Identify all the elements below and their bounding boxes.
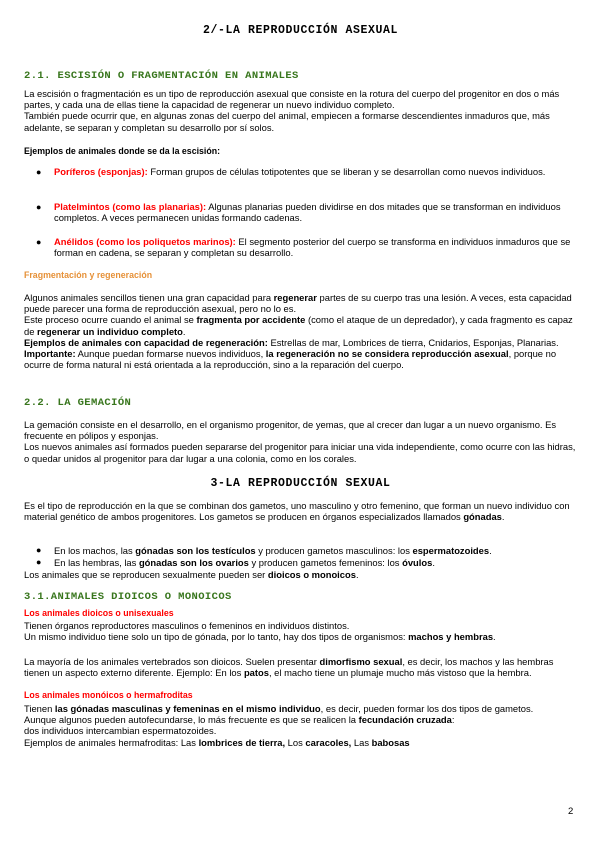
text: Ejemplos de animales hermafroditas: Las (24, 736, 199, 748)
paragraph (24, 419, 579, 464)
subsection-title-dioicos: Los animales dioicos o unisexuales (24, 608, 174, 618)
bold-text: caracoles, (305, 736, 352, 748)
paragraph (24, 620, 579, 642)
text: y producen gametos masculinos: los (255, 545, 413, 556)
text: Los animales que se reproducen sexualmente pueden ser (24, 569, 268, 580)
text: Algunos animales sencillos tienen una gran capacidad para (24, 292, 274, 303)
bold-text: dioicos o monoicos (267, 569, 356, 580)
bold-text: fecundación cruzada (358, 714, 452, 726)
paragraph (24, 656, 579, 678)
list-item-term: Poríferos (esponjas): (54, 166, 148, 177)
bold-text: la regeneración no se considera reproducción asexual (265, 348, 509, 360)
paragraph (24, 88, 579, 133)
paragraph (24, 703, 579, 748)
text: , es decir, pueden formar los dos tipos de gametos. (320, 703, 534, 714)
text: y producen gametos femeninos: los (248, 557, 403, 568)
text: , el macho tiene un plumaje mucho más vistoso que la hembra. (268, 667, 532, 679)
text: Los (285, 736, 306, 748)
text: : (451, 714, 455, 726)
page-title: 2/-LA REPRODUCCIÓN ASEXUAL (202, 24, 399, 37)
bold-text: óvulos (402, 557, 433, 568)
list-item (54, 557, 576, 568)
text: En los machos, las (54, 545, 136, 556)
bold-text: gónadas son los ovarios (138, 557, 249, 568)
bold-text: fragmenta por accidente (196, 314, 306, 326)
text: Es el tipo de reproducción en la que se combinan dos gametos, uno masculino y otro femenino, que forman un nuevo individuo con material genético de ambos progenitores. Los gametos se producen en órganos especializados llamados (24, 500, 570, 523)
text: , porque no ocurre de forma natural ni está orientada a la reproducción, sino a la reparación del cuerpo. (24, 348, 557, 371)
text: Este proceso ocurre cuando el animal se (24, 314, 197, 326)
paragraph-text: Los nuevos animales así formados pueden separarse del progenitor para iniciar una vida independiente, como ocurre con las hidras, o quedar unidos al progenitor para dar lugar a una colonia, como en los corales. (24, 441, 576, 464)
text: Las (351, 736, 372, 748)
list-item (54, 545, 576, 556)
bold-text: babosas (371, 736, 410, 748)
bold-text: patos (243, 667, 269, 679)
bold-text: lombrices de tierra, (198, 736, 286, 748)
section-heading-3-1: 3.1.ANIMALES DIOICOS O MONOICOS (24, 591, 232, 603)
text: Un mismo individuo tiene solo un tipo de gónada, por lo tanto, hay dos tipos de organismos: (24, 631, 409, 643)
section-title-3: 3-LA REPRODUCCIÓN SEXUAL (210, 477, 391, 490)
text: , es decir, los machos y las hembras tienen un aspecto externo diferente. Ejemplo: En los (24, 656, 554, 679)
section-heading-2-1: 2.1. ESCISIÓN O FRAGMENTACIÓN EN ANIMALES (24, 70, 299, 82)
examples-title: Ejemplos de animales donde se da la escisión: (24, 146, 221, 156)
bold-text: dimorfismo sexual (319, 656, 403, 667)
text: dos individuos intercambian espermatozoides. (24, 725, 217, 737)
bullet-icon: ● (36, 202, 42, 212)
bold-text: regenerar (273, 292, 317, 303)
paragraph-text: La escisión o fragmentación es un tipo de reproducción asexual que consiste en la rotura del cuerpo del progenitor en dos o más partes, y cada una de ellas tiene la capacidad de regenerar un nuevo individuo completo. (24, 88, 560, 111)
list-item-text: Forman grupos de células totipotentes que se liberan y se desarrollan como nuevos individuos. (147, 166, 546, 177)
text: Aunque algunos pueden autofecundarse, lo más frecuente es que se realicen la (24, 714, 359, 726)
section-heading-2-2: 2.2. LA GEMACIÓN (24, 397, 132, 409)
bold-text: las gónadas masculinas y femeninas en el mismo individuo (54, 703, 321, 714)
list-item-text: El segmento posterior del cuerpo se transforma en individuos inmaduros que se forman en cadena, se separan y completan su desarrollo. (54, 236, 571, 259)
bold-text: gónadas (463, 511, 502, 523)
text: Tienen órganos reproductores masculinos o femeninos en individuos distintos. (24, 620, 350, 631)
text: La mayoría de los animales vertebrados son dioicos. Suelen presentar (24, 656, 320, 667)
list-item-term: Anélidos (como los poliquetos marinos): (54, 236, 236, 247)
paragraph (24, 569, 579, 580)
list-item-term: Platelmintos (como las planarias): (54, 201, 207, 212)
list-item (54, 201, 576, 223)
text: . (501, 511, 505, 523)
bullet-icon: ● (36, 167, 42, 177)
bold-text: regenerar un individuo completo (37, 325, 183, 337)
list-item (54, 166, 576, 177)
bullet-icon: ● (36, 237, 42, 247)
list-item-text: Algunas planarias pueden dividirse en dos mitades que se transforman en individuos completos. A veces permanecen unidas formando cadenas. (54, 201, 561, 224)
paragraph (24, 500, 579, 522)
subsection-title-monoicos: Los animales monóicos o hermafroditas (24, 690, 193, 700)
text: Aunque puedan formarse nuevos individuos, (75, 348, 266, 360)
page-number: 2 (568, 806, 574, 817)
subsection-title-fragmentation: Fragmentación y regeneración (24, 270, 153, 280)
text: partes de su cuerpo tras una lesión. A veces, esta capacidad puede parecer una forma de reproducción asexual, pero no lo es. (24, 292, 572, 315)
bold-text: espermatozoides (412, 545, 490, 556)
text: . (355, 569, 359, 580)
bold-text: Importante: (24, 348, 76, 360)
text: . (432, 557, 435, 568)
list-item (54, 236, 576, 258)
bold-text: Ejemplos de animales con capacidad de regeneración: (24, 336, 268, 348)
bullet-icon: ● (36, 557, 42, 567)
text: Tienen (24, 703, 55, 714)
bold-text: machos y hembras (408, 631, 494, 643)
bold-text: gónadas son los testículos (135, 545, 256, 556)
paragraph (24, 292, 579, 370)
text: En las hembras, las (54, 557, 139, 568)
text: (como el ataque de un depredador), y cada fragmento es capaz de (24, 314, 573, 337)
text: Estrellas de mar, Lombrices de tierra, Cnidarios, Esponjas, Planarias. (267, 336, 559, 348)
text: . (493, 631, 496, 643)
text: . (182, 325, 186, 337)
text: . (489, 545, 492, 556)
paragraph-text: La gemación consiste en el desarrollo, en el organismo progenitor, de yemas, que al crecer dan lugar a un nuevo organismo. Es frecuente en pólipos y esponjas. (24, 419, 557, 442)
bullet-icon: ● (36, 545, 42, 555)
paragraph-text: También puede ocurrir que, en algunas zonas del cuerpo del animal, empiecen a formarse descendientes inmaduros que, más adelante, se separan y completan su desarrollo por sí solos. (24, 110, 550, 133)
